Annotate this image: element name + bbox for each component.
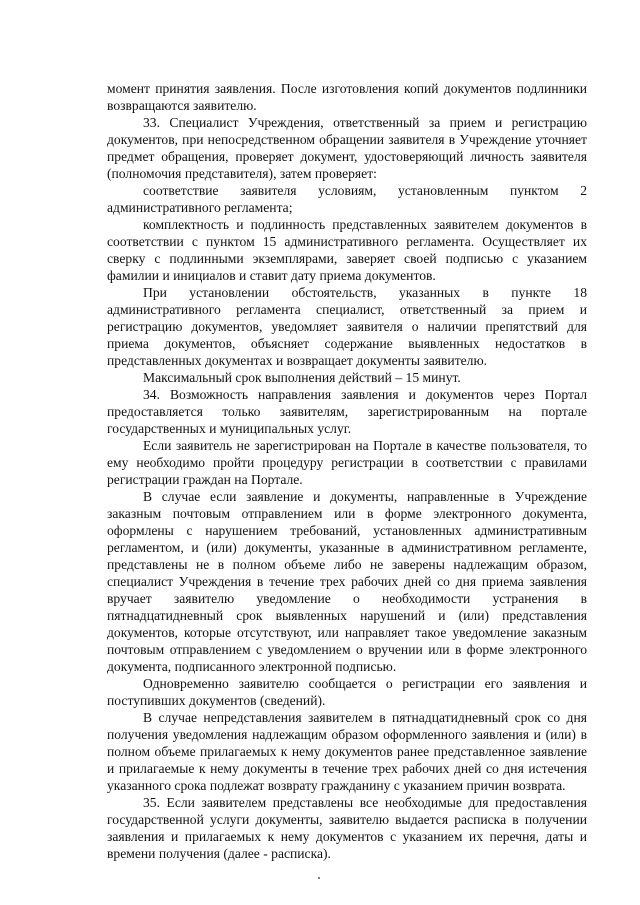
paragraph-return: В случае непредставления заявителем в пятнадцатидневный срок со дня получения уведомления надлежащим образом оформленного заявления и (или) в полном объеме прилагаемых к нему документов ранее представленное заявление и прилагаемые к нему документы в течение трех рабочих дней со дня истечения указанного срока подлежат возврату гражданину с указанием причин возврата. (107, 710, 587, 793)
paragraph-continuation: момент принятия заявления. После изготовления копий документов подлинники возвращаются заявителю. (107, 81, 587, 113)
paragraph-35: 35. Если заявителем представлены все необходимые для предоставления государственной услуги документы, заявителю выдается расписка в получении заявления и прилагаемых к нему документов с указанием их перечня, даты и времени получения (далее - расписка). (107, 795, 587, 861)
paragraph-check-conditions: соответствие заявителя условиям, установленным пунктом 2 административного регламента; (107, 183, 587, 215)
paragraph-33: 33. Специалист Учреждения, ответственный за прием и регистрацию документов, при непосредственном обращении заявителя в Учреждение уточняет предмет обращения, проверяет документ, удостоверяющий личность заявителя (полномочия представителя), затем проверяет: (107, 115, 587, 181)
paragraph-registration: Если заявитель не зарегистрирован на Портале в качестве пользователя, то ему необходимо пройти процедуру регистрации в соответствии с правилами регистрации граждан на Портале. (107, 438, 587, 487)
paragraph-notification: Одновременно заявителю сообщается о регистрации его заявления и поступивших документов (сведений). (107, 676, 587, 708)
paragraph-max-time: Максимальный срок выполнения действий – 15 минут. (143, 370, 461, 385)
paragraph-34: 34. Возможность направления заявления и документов через Портал предоставляется только заявителям, зарегистрированным на портале государственных и муниципальных услуг. (107, 387, 587, 436)
scan-speck (318, 877, 320, 879)
paragraph-violations: В случае если заявление и документы, направленные в Учреждение заказным почтовым отправлением или в форме электронного документа, оформлены с нарушением требований, установленных административным регламентом, и (или) документы, указанные в административном регламенте, представлены не в полном объеме либо не заверены надлежащим образом, специалист Учреждения в течение трех рабочих дней со дня приема заявления вручает заявителю уведомление о необходимости устранения в пятнадцатидневный срок выявленных нарушений и (или) представления документов, которые отсутствуют, или направляет такое уведомление заказным почтовым отправлением с уведомлением о вручении или в форме электронного документа, подписанного электронной подписью. (107, 489, 587, 674)
paragraph-obstacles: При установлении обстоятельств, указанных в пункте 18 административного регламента специалист, ответственный за прием и регистрацию документов, уведомляет заявителя о наличии препятствий для приема документов, объясняет содержание выявленных недостатков в представленных документах и возвращает документы заявителю. (107, 285, 587, 368)
paragraph-check-completeness: комплектность и подлинность представленных заявителем документов в соответствии с пунктом 15 административного регламента. Осуществляет их сверку с подлинными экземплярами, заверяет своей подписью с указанием фамилии и инициалов и ставит дату приема документов. (107, 217, 587, 283)
document-body (107, 80, 587, 862)
